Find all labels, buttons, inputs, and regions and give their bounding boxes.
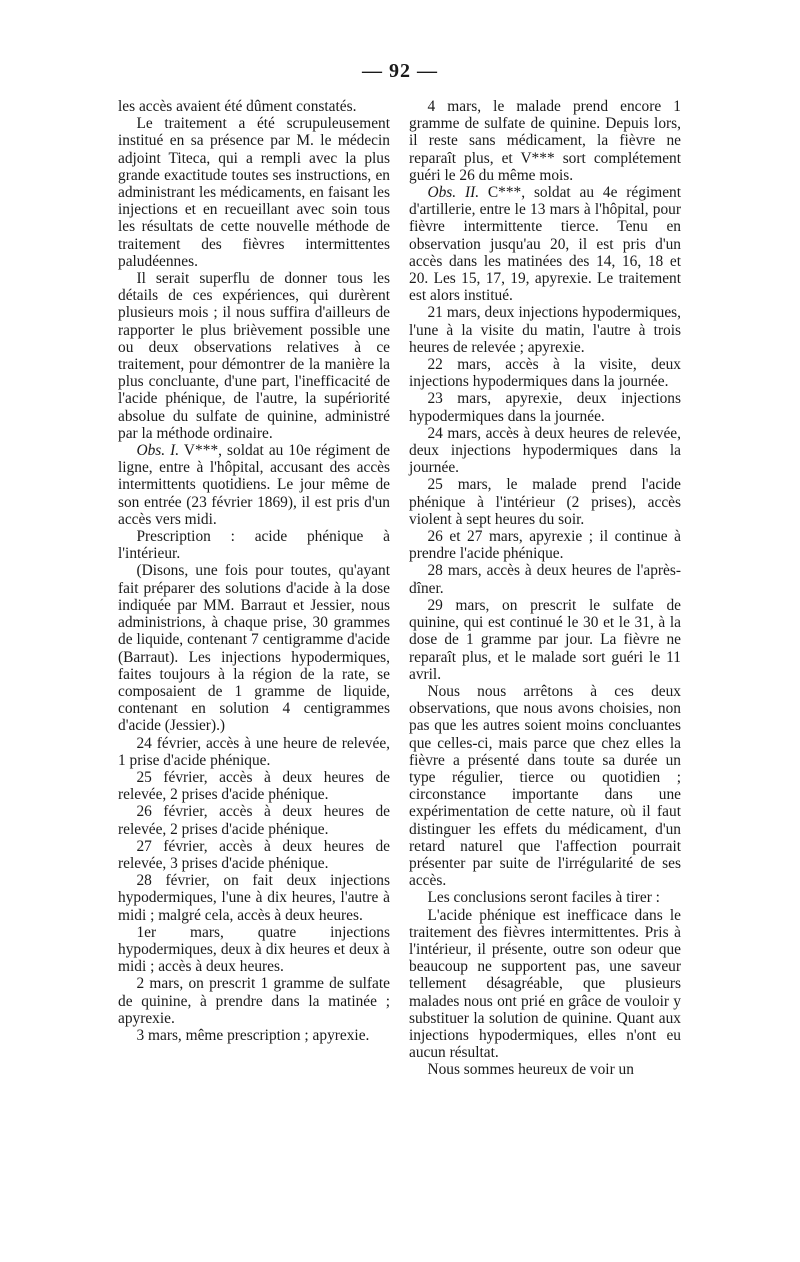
paragraph [409,98,681,184]
paragraph [118,975,390,1027]
paragraph [118,838,390,872]
paragraph-text: C***, soldat au 4e régiment d'artillerie, entre le 13 mars à l'hôpital, pour fièvre intermittente tierce. Tenu en observation jusqu'au 20, il est pris d'un accès dans les matinées des 14, 16, 18 et 20. Les 15, 17, 19, apyrexie. Le traitement est alors institué. [409,184,681,305]
paragraph-text: 24 mars, accès à deux heures de relevée, deux injections hypodermiques dans la journée. [409,424,681,477]
paragraph-text: 22 mars, accès à la visite, deux injections hypodermiques dans la journée. [409,356,681,391]
paragraph [409,889,681,906]
paragraph-text: 2 mars, on prescrit 1 gramme de sulfate de quinine, à prendre dans la matinée ; apyrexie. [118,975,390,1027]
paragraph-text: V***, soldat au 10e régiment de ligne, entre à l'hôpital, accusant des accès intermittents quotidiens. Le jour même de son entrée (23 février 1869), il est pris d'un accès vers midi. [118,442,390,528]
paragraph [409,907,681,1062]
page-number: — 92 — [362,60,438,82]
paragraph-text: 4 mars, le malade prend encore 1 gramme de sulfate de quinine. Depuis lors, il reste sans médicament, la fièvre ne reparaît plus, et V*** sort complétement guéri le 26 du même mois. [409,98,681,184]
paragraph-text: 25 février, accès à deux heures de relevée, 2 prises d'acide phénique. [118,768,390,804]
paragraph-text: 28 février, on fait deux injections hypodermiques, l'une à dix heures, l'autre à midi ; malgré cela, accès à deux heures. [118,872,390,924]
paragraph-text: 23 mars, apyrexie, deux injections hypodermiques dans la journée. [409,390,681,425]
paragraph-text: Le traitement a été scrupuleusement institué en sa présence par M. le médecin adjoint Titeca, qui a rempli avec la plus grande exactitude toutes ses instructions, en administrant les médicaments, en faisant les injections et en recueillant avec soin tous les résultats de cette nouvelle méthode de traitement des fièvres intermittentes paludéennes. [118,115,390,270]
paragraph-text: L'acide phénique est inefficace dans le traitement des fièvres intermittentes. Pris à l'intérieur, il présente, outre son odeur que beaucoup ne supportent pas, une saveur tellement désagréable, que plusieurs malades nous ont prié en grâce de vouloir y substituer la solution de quinine. Quant aux injections hypodermiques, elles n'ont eu aucun résultat. [409,906,681,1062]
paragraph [409,425,681,477]
paragraph [118,442,390,528]
paragraph [118,1027,390,1044]
paragraph-text: Prescription : acide phénique à l'intérieur. [118,528,390,563]
paragraph-text: 24 février, accès à une heure de relevée, 1 prise d'acide phénique. [118,734,390,769]
paragraph-text: Nous sommes heureux de voir un [427,1061,634,1079]
paragraph-text: Les conclusions seront faciles à tirer : [427,889,660,907]
paragraph-text: 25 mars, le malade prend l'acide phénique à l'intérieur (2 prises), accès violent à sept heures du soir. [409,476,681,528]
paragraph-text: 3 mars, même prescription ; apyrexie. [136,1026,370,1044]
paragraph [118,528,390,562]
observation-label: Obs. I. [136,442,180,460]
paragraph [118,270,390,442]
paragraph [118,924,390,976]
paragraph [409,476,681,528]
paragraph-text: Nous nous arrêtons à ces deux observations, que nous avons choisies, non pas que les autres soient moins concluantes que celles-ci, mais parce que chez elles la fièvre a présenté dans toute sa durée un type régulier, tierce ou quotidien ; circonstance importante dans une expérimentation de cette nature, où il faut distinguer les effets du médicament, d'un retard naturel que l'affection pourrait présenter par suite de l'irrégularité de ses accès. [409,682,681,890]
paragraph [118,769,390,803]
paragraph [118,562,390,734]
paragraph-text: 26 février, accès à deux heures de relevée, 2 prises d'acide phénique. [118,803,390,838]
paragraph [409,528,681,562]
paragraph [409,562,681,596]
left-column [118,98,390,1044]
paragraph-text: les accès avaient été dûment constatés. [118,98,357,115]
observation-label: Obs. II. [427,184,480,202]
paragraph-text: 28 mars, accès à deux heures de l'après-dîner. [409,562,681,597]
paragraph-text: 1er mars, quatre injections hypodermiques, deux à dix heures et deux à midi ; accès à deux heures. [118,923,390,976]
paragraph [409,390,681,424]
paragraph-text: 21 mars, deux injections hypodermiques, l'une à la visite du matin, l'autre à trois heures de relevée ; apyrexie. [409,304,681,356]
paragraph [409,1061,681,1078]
paragraph-text: (Disons, une fois pour toutes, qu'ayant fait préparer des solutions d'acide à la dose indiquée par MM. Barraut et Jessier, nous administrions, à chaque prise, 30 grammes de liquide, contenant 7 centigramme d'acide (Barraut). Les injections hypodermiques, faites toujours à la région de la rate, se composaient de 1 gramme de liquide, contenant en solution 4 centigrammes d'acide (Jessier).) [118,562,390,735]
paragraph [118,735,390,769]
paragraph [118,115,390,270]
paragraph [409,356,681,390]
paragraph [118,98,390,115]
paragraph [118,872,390,924]
paragraph [409,304,681,356]
paragraph [409,597,681,683]
paragraph-text: Il serait superflu de donner tous les détails de ces expériences, qui durèrent plusieurs mois ; il nous suffira d'ailleurs de rapporter le plus brièvement possible une ou deux observations relatives à ce traitement, pour démontrer de la manière la plus concluante, d'une part, l'inefficacité de l'acide phénique, de l'autre, la supériorité absolue du sulfate de quinine, administré par la méthode ordinaire. [118,270,390,442]
right-column [409,98,681,1079]
paragraph [409,184,681,304]
paragraph [118,803,390,837]
paragraph-text: 29 mars, on prescrit le sulfate de quinine, qui est continué le 30 et le 31, à la dose de 1 gramme par jour. La fièvre ne reparaît plus, et le malade sort guéri le 11 avril. [409,596,681,683]
paragraph [409,683,681,889]
paragraph-text: 27 février, accès à deux heures de relevée, 3 prises d'acide phénique. [118,837,390,872]
paragraph-text: 26 et 27 mars, apyrexie ; il continue à prendre l'acide phénique. [409,528,681,563]
